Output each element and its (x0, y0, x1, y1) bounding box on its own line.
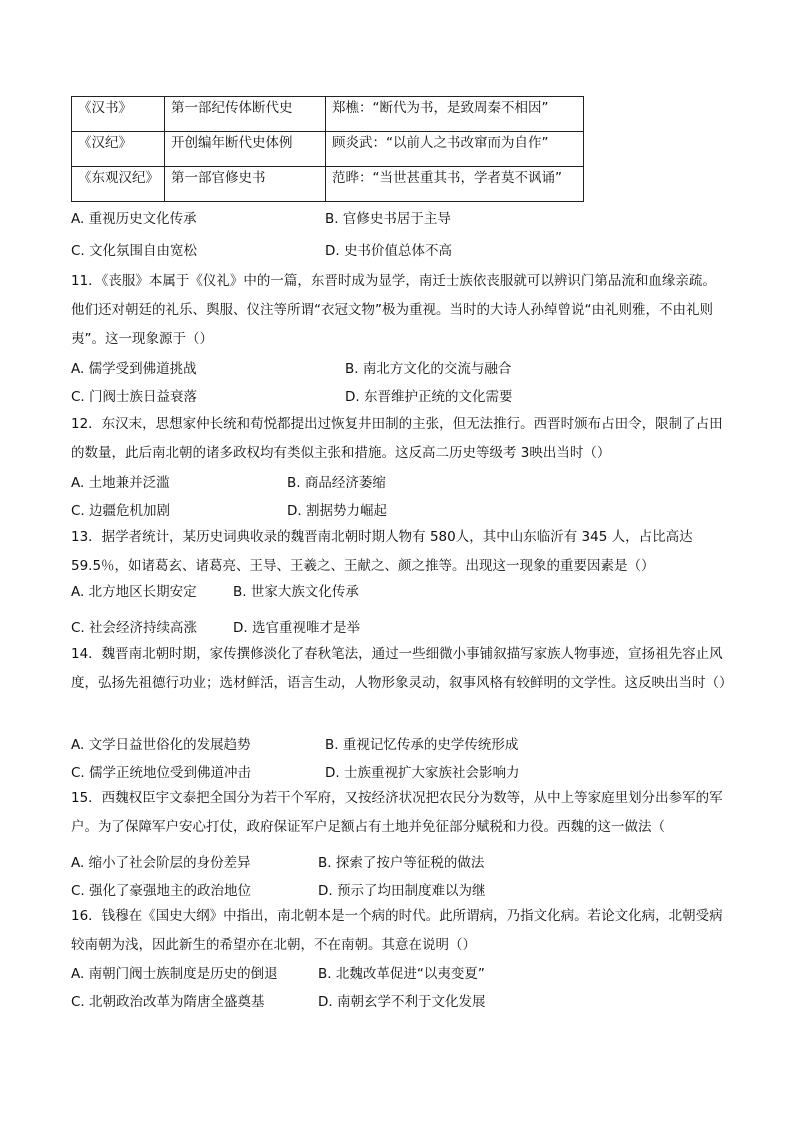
option-d: D. 割据势力崛起 (287, 503, 387, 519)
table-cell: 范晔：“当世甚重其书，学者莫不讽诵” (326, 167, 584, 202)
question-stem: 12．东汉末，思想家仲长统和荀悦都提出过恢复井田制的主张，但无法推行。西晋时颁布占田令，限制了占田的数量，此后南北朝的诸多政权均有类似主张和措施。这反高二历史等级考 3映出当时（） (71, 416, 723, 461)
question-stem: 15．西魏权臣宇文泰把全国分为若干个军府，又按经济状况把农民分为数等，从中上等家庭里划分出参军的军户。为了保障军户安心打仗，政府保证军户足额占有土地并免征部分赋税和力役。西魏的这一做法（ (71, 790, 723, 835)
option-b: B. 重视记忆传承的史学传统形成 (325, 737, 519, 753)
table-cell: 《汉纪》 (72, 132, 165, 167)
table-cell: 开创编年断代史体例 (165, 132, 326, 167)
option-c: C. 社会经济持续高涨 (71, 620, 198, 636)
option-b: B. 探索了按户等征税的做法 (318, 855, 485, 871)
question-stem: 11．《丧服》本属于《仪礼》中的一篇，东晋时成为显学，南迁士族依丧服就可以辨识门第品流和血缘亲疏。他们还对朝廷的礼乐、舆服、仪注等所谓“衣冠文物”极为重视。当时的大诗人孙绰曾说“由礼则雅，不由礼则夷”。这一现象源于（） (71, 273, 716, 347)
table-cell: 《汉书》 (72, 97, 165, 132)
option-c: C. 北朝政治改革为隋唐全盛奠基 (71, 994, 265, 1010)
option-c: C. 文化氛围自由宽松 (71, 243, 198, 259)
option-a: A. 文学日益世俗化的发展趋势 (71, 737, 251, 753)
option-a: A. 缩小了社会阶层的身份差异 (71, 855, 251, 871)
option-d: D. 史书价值总体不高 (325, 243, 452, 259)
table-row (72, 167, 584, 202)
option-a: A. 儒学受到佛道挑战 (71, 361, 197, 377)
question-stem: 16．钱穆在《国史大纲》中指出，南北朝本是一个病的时代。此所谓病，乃指文化病。若论文化病，北朝受病较南朝为浅，因此新生的希望亦在北朝，不在南朝。其意在说明（） (71, 908, 723, 953)
table-cell: 《东观汉纪》 (72, 167, 165, 202)
option-b: B. 北魏改革促进“以夷变夏” (318, 966, 485, 982)
option-d: D. 士族重视扩大家族社会影响力 (325, 765, 520, 781)
option-d: D. 选官重视唯才是举 (233, 620, 360, 636)
table-cell: 第一部纪传体断代史 (165, 97, 326, 132)
option-b: B. 商品经济萎缩 (287, 475, 386, 491)
option-d: D. 东晋维护正统的文化需要 (345, 389, 513, 405)
option-b: B. 世家大族文化传承 (233, 584, 359, 600)
option-c: C. 边疆危机加剧 (71, 503, 171, 519)
option-a: A. 南朝门阀士族制度是历史的倒退 (71, 966, 278, 982)
source-table (71, 96, 584, 202)
option-a: A. 重视历史文化传承 (71, 211, 197, 227)
option-b: B. 南北方文化的交流与融合 (345, 361, 512, 377)
option-c: C. 强化了豪强地主的政治地位 (71, 883, 252, 899)
table-cell: 第一部官修史书 (165, 167, 326, 202)
question-stem: 13．据学者统计，某历史词典收录的魏晋南北朝时期人物有 580人，其中山东临沂有 345 人，占比高达59.5％，如诸葛玄、诸葛亮、王导、王羲之、王献之、颜之推等。出现这一现象的重要因素是（） (71, 529, 693, 574)
option-d: D. 预示了均田制度难以为继 (318, 883, 486, 899)
table-row (72, 132, 584, 167)
option-a: A. 土地兼并泛滥 (71, 475, 170, 491)
option-d: D. 南朝玄学不利于文化发展 (318, 994, 486, 1010)
table-row (72, 97, 584, 132)
option-c: C. 门阀士族日益衰落 (71, 389, 198, 405)
table-cell: 郑樵：“断代为书，是致周秦不相因” (326, 97, 584, 132)
option-c: C. 儒学正统地位受到佛道冲击 (71, 765, 252, 781)
table-cell: 顾炎武：“以前人之书改窜而为自作” (326, 132, 584, 167)
option-a: A. 北方地区长期安定 (71, 584, 197, 600)
option-b: B. 官修史书居于主导 (325, 211, 451, 227)
question-stem: 14．魏晋南北朝时期，家传撰修淡化了春秋笔法，通过一些细微小事铺叙描写家族人物事迹，宣扬祖先容止风度，弘扬先祖德行功业；选材鲜活，语言生动，人物形象灵动，叙事风格有较鲜明的文学性。这反映出当时（） (71, 646, 733, 691)
